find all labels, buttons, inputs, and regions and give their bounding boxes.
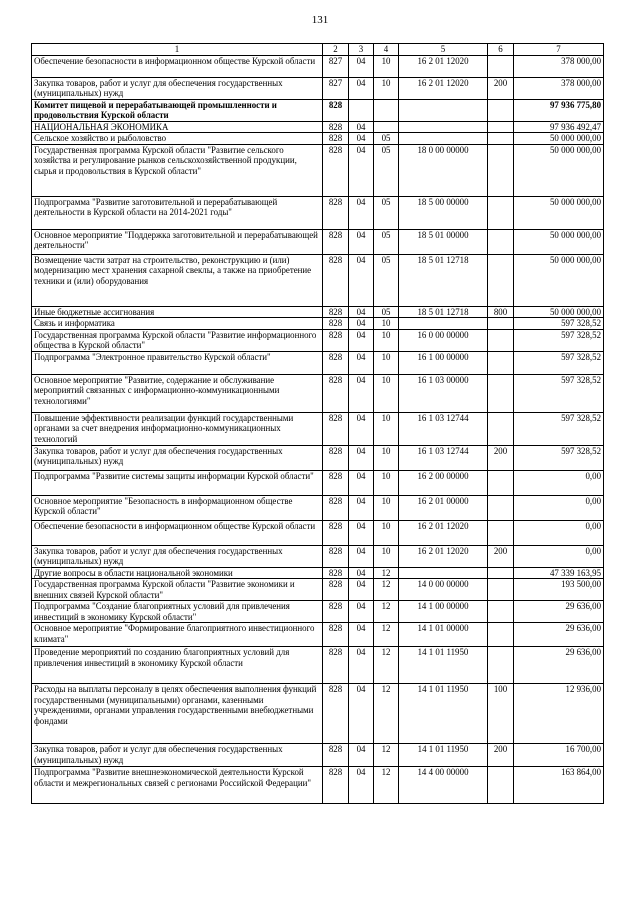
row-sum-cell: 597 328,52 [514,412,604,445]
table-row [32,144,604,196]
row-ved-cell: 828 [323,121,349,133]
row-vr-cell [488,647,514,684]
row-pr-cell: 05 [374,144,399,196]
row-pr-cell: 10 [374,351,399,374]
row-ved-cell: 828 [323,545,349,567]
row-csr-cell: 16 2 01 12020 [399,545,488,567]
row-vr-cell [488,351,514,374]
row-vr-cell: 200 [488,744,514,767]
row-pr-cell: 05 [374,196,399,229]
row-pr-cell: 12 [374,623,399,647]
row-pr-cell: 10 [374,520,399,545]
row-sum-cell: 16 700,00 [514,744,604,767]
row-ved-cell: 828 [323,647,349,684]
row-name-cell: Обеспечение безопасности в информационном обществе Курской области [32,55,323,77]
table-row [32,445,604,470]
row-pr-cell: 10 [374,374,399,412]
row-csr-cell: 14 0 00 00000 [399,579,488,601]
row-vr-cell [488,121,514,133]
header-cell: 4 [374,44,399,56]
row-rz-cell: 04 [349,601,374,623]
row-pr-cell: 12 [374,684,399,744]
row-rz-cell: 04 [349,144,374,196]
row-vr-cell [488,579,514,601]
row-rz-cell: 04 [349,196,374,229]
row-pr-cell: 12 [374,744,399,767]
row-rz-cell [349,99,374,121]
row-ved-cell: 828 [323,623,349,647]
row-name-cell: Сельское хозяйство и рыболовство [32,133,323,145]
row-csr-cell: 16 2 01 00000 [399,495,488,520]
row-csr-cell: 16 2 00 00000 [399,470,488,495]
table-row [32,229,604,254]
row-sum-cell: 0,00 [514,545,604,567]
row-sum-cell: 50 000 000,00 [514,254,604,306]
row-vr-cell: 200 [488,545,514,567]
row-sum-cell: 97 936 775,80 [514,99,604,121]
row-name-cell: Комитет пищевой и перерабатывающей промышленности и продовольствия Курской области [32,99,323,121]
row-rz-cell: 04 [349,229,374,254]
row-ved-cell: 828 [323,229,349,254]
row-vr-cell: 200 [488,445,514,470]
row-vr-cell [488,55,514,77]
header-cell: 7 [514,44,604,56]
row-pr-cell: 10 [374,329,399,351]
row-name-cell: Государственная программа Курской области "Развитие сельского хозяйства и регулирование рынков сельскохозяйственной продукции, сырья и продовольствия в Курской области" [32,144,323,196]
table-row [32,99,604,121]
row-rz-cell: 04 [349,623,374,647]
row-vr-cell [488,601,514,623]
row-vr-cell [488,144,514,196]
table-row [32,133,604,145]
row-csr-cell: 16 0 00 00000 [399,329,488,351]
table-row [32,647,604,684]
row-csr-cell: 16 1 03 00000 [399,374,488,412]
row-sum-cell: 378 000,00 [514,77,604,99]
row-vr-cell: 800 [488,306,514,318]
row-sum-cell: 597 328,52 [514,329,604,351]
table-row [32,412,604,445]
header-cell: 1 [32,44,323,56]
row-sum-cell: 0,00 [514,495,604,520]
row-name-cell: Основное мероприятие "Поддержка заготовительной и перерабатывающей деятельности" [32,229,323,254]
row-rz-cell: 04 [349,133,374,145]
row-rz-cell: 04 [349,55,374,77]
row-pr-cell [374,99,399,121]
row-rz-cell: 04 [349,684,374,744]
table-row [32,374,604,412]
page-number: 131 [311,14,329,26]
row-vr-cell [488,254,514,306]
header-cell: 2 [323,44,349,56]
row-pr-cell: 05 [374,133,399,145]
row-ved-cell: 828 [323,579,349,601]
row-csr-cell: 18 5 01 12718 [399,306,488,318]
row-vr-cell [488,767,514,804]
row-pr-cell: 05 [374,306,399,318]
row-csr-cell: 18 5 00 00000 [399,196,488,229]
row-rz-cell: 04 [349,767,374,804]
row-vr-cell [488,470,514,495]
row-rz-cell: 04 [349,744,374,767]
row-csr-cell: 14 4 00 00000 [399,767,488,804]
row-csr-cell: 14 1 01 11950 [399,744,488,767]
table-row [32,77,604,99]
row-vr-cell [488,329,514,351]
table-row [32,306,604,318]
row-ved-cell: 828 [323,374,349,412]
row-vr-cell: 100 [488,684,514,744]
row-vr-cell [488,495,514,520]
row-ved-cell: 827 [323,55,349,77]
row-sum-cell: 97 936 492,47 [514,121,604,133]
table-row [32,318,604,330]
row-pr-cell: 10 [374,445,399,470]
row-vr-cell [488,623,514,647]
table-row [32,55,604,77]
header-cell: 6 [488,44,514,56]
row-rz-cell: 04 [349,329,374,351]
row-ved-cell: 828 [323,684,349,744]
table-row [32,196,604,229]
row-vr-cell [488,374,514,412]
row-ved-cell: 828 [323,254,349,306]
row-sum-cell: 50 000 000,00 [514,306,604,318]
row-ved-cell: 828 [323,196,349,229]
table-header-row [32,44,604,56]
row-csr-cell: 14 1 01 11950 [399,647,488,684]
table-row [32,329,604,351]
row-sum-cell: 29 636,00 [514,601,604,623]
row-rz-cell: 04 [349,647,374,684]
row-ved-cell: 828 [323,495,349,520]
table-row [32,351,604,374]
row-name-cell: Расходы на выплаты персоналу в целях обеспечения выполнения функций государственными (муниципальными) органами, казенными учреждениями, органами управления государственными внебюджетными фондами [32,684,323,744]
row-vr-cell [488,99,514,121]
row-name-cell: Основное мероприятие "Развитие, содержание и обслуживание мероприятий связанных с информационно-коммуникационными технологиями" [32,374,323,412]
row-name-cell: Связь и информатика [32,318,323,330]
header-cell: 5 [399,44,488,56]
row-name-cell: Другие вопросы в области национальной экономики [32,567,323,579]
row-sum-cell: 50 000 000,00 [514,196,604,229]
row-pr-cell: 10 [374,545,399,567]
row-name-cell: Подпрограмма "Электронное правительство Курской области" [32,351,323,374]
row-sum-cell: 0,00 [514,520,604,545]
row-ved-cell: 828 [323,445,349,470]
row-name-cell: Повышение эффективности реализации функций государственными органами за счет внедрения информационно-коммуникационных технологий [32,412,323,445]
row-pr-cell: 12 [374,647,399,684]
row-name-cell: Проведение мероприятий по созданию благоприятных условий для привлечения инвестиций в экономику Курской области [32,647,323,684]
row-ved-cell: 828 [323,520,349,545]
table-row [32,121,604,133]
row-name-cell: Подпрограмма "Создание благоприятных условий для привлечения инвестиций в экономику Курской области" [32,601,323,623]
row-name-cell: Основное мероприятие "Безопасность в информационном обществе Курской области" [32,495,323,520]
table-row [32,545,604,567]
row-rz-cell: 04 [349,545,374,567]
table-row [32,495,604,520]
row-sum-cell: 29 636,00 [514,647,604,684]
table-row [32,767,604,804]
row-csr-cell: 16 1 03 12744 [399,445,488,470]
row-ved-cell: 828 [323,318,349,330]
row-sum-cell: 47 339 163,95 [514,567,604,579]
row-pr-cell: 12 [374,567,399,579]
row-name-cell: Иные бюджетные ассигнования [32,306,323,318]
row-sum-cell: 50 000 000,00 [514,144,604,196]
row-csr-cell [399,567,488,579]
row-pr-cell: 10 [374,55,399,77]
row-vr-cell: 200 [488,77,514,99]
row-csr-cell [399,121,488,133]
table-row [32,744,604,767]
row-csr-cell: 18 5 01 12718 [399,254,488,306]
row-pr-cell: 05 [374,254,399,306]
row-rz-cell: 04 [349,374,374,412]
row-pr-cell: 12 [374,579,399,601]
row-name-cell: Подпрограмма "Развитие внешнеэкономической деятельности Курской области и межрегиональных связей с регионами Российской Федерации" [32,767,323,804]
row-pr-cell [374,121,399,133]
row-pr-cell: 10 [374,495,399,520]
table-row [32,684,604,744]
row-name-cell: Возмещение части затрат на строительство, реконструкцию и (или) модернизацию мест хранения сахарной свеклы, а также на приобретение техники и (или) оборудования [32,254,323,306]
row-rz-cell: 04 [349,121,374,133]
row-csr-cell: 14 1 00 00000 [399,601,488,623]
row-rz-cell: 04 [349,318,374,330]
header-cell: 3 [349,44,374,56]
row-csr-cell: 16 2 01 12020 [399,77,488,99]
row-sum-cell: 12 936,00 [514,684,604,744]
row-sum-cell: 163 864,00 [514,767,604,804]
row-csr-cell: 14 1 01 11950 [399,684,488,744]
row-name-cell: НАЦИОНАЛЬНАЯ ЭКОНОМИКА [32,121,323,133]
row-ved-cell: 828 [323,601,349,623]
row-pr-cell: 05 [374,229,399,254]
row-ved-cell: 828 [323,567,349,579]
row-rz-cell: 04 [349,351,374,374]
row-name-cell: Подпрограмма "Развитие заготовительной и перерабатывающей деятельности в Курской области на 2014-2021 годы" [32,196,323,229]
row-pr-cell: 12 [374,767,399,804]
row-rz-cell: 04 [349,412,374,445]
row-csr-cell: 16 2 01 12020 [399,520,488,545]
row-pr-cell: 10 [374,77,399,99]
row-ved-cell: 828 [323,329,349,351]
row-csr-cell: 16 1 00 00000 [399,351,488,374]
row-vr-cell [488,133,514,145]
row-ved-cell: 827 [323,77,349,99]
row-pr-cell: 10 [374,412,399,445]
row-csr-cell: 18 0 00 00000 [399,144,488,196]
row-vr-cell [488,229,514,254]
table-row [32,520,604,545]
table-row [32,623,604,647]
row-ved-cell: 828 [323,99,349,121]
row-sum-cell: 50 000 000,00 [514,133,604,145]
row-rz-cell: 04 [349,579,374,601]
row-name-cell: Закупка товаров, работ и услуг для обеспечения государственных (муниципальных) нужд [32,445,323,470]
row-name-cell: Обеспечение безопасности в информационном обществе Курской области [32,520,323,545]
row-csr-cell [399,318,488,330]
row-vr-cell [488,318,514,330]
row-ved-cell: 828 [323,144,349,196]
row-csr-cell [399,99,488,121]
row-ved-cell: 828 [323,133,349,145]
row-sum-cell: 378 000,00 [514,55,604,77]
row-name-cell: Закупка товаров, работ и услуг для обеспечения государственных (муниципальных) нужд [32,744,323,767]
table-row [32,601,604,623]
row-name-cell: Закупка товаров, работ и услуг для обеспечения государственных (муниципальных) нужд [32,545,323,567]
row-pr-cell: 12 [374,601,399,623]
row-vr-cell [488,520,514,545]
row-rz-cell: 04 [349,520,374,545]
row-ved-cell: 828 [323,767,349,804]
row-name-cell: Подпрограмма "Развитие системы защиты информации Курской области" [32,470,323,495]
row-rz-cell: 04 [349,445,374,470]
row-name-cell: Закупка товаров, работ и услуг для обеспечения государственных (муниципальных) нужд [32,77,323,99]
table-row [32,470,604,495]
table-row [32,579,604,601]
row-rz-cell: 04 [349,77,374,99]
row-sum-cell: 29 636,00 [514,623,604,647]
row-ved-cell: 828 [323,351,349,374]
row-rz-cell: 04 [349,495,374,520]
budget-table [31,43,604,804]
row-ved-cell: 828 [323,744,349,767]
row-sum-cell: 597 328,52 [514,445,604,470]
row-pr-cell: 10 [374,318,399,330]
row-vr-cell [488,196,514,229]
table-row [32,254,604,306]
row-rz-cell: 04 [349,470,374,495]
row-vr-cell [488,412,514,445]
row-csr-cell: 16 1 03 12744 [399,412,488,445]
row-sum-cell: 0,00 [514,470,604,495]
row-sum-cell: 597 328,52 [514,374,604,412]
row-csr-cell [399,133,488,145]
row-rz-cell: 04 [349,306,374,318]
row-vr-cell [488,567,514,579]
row-rz-cell: 04 [349,567,374,579]
row-sum-cell: 597 328,52 [514,351,604,374]
row-csr-cell: 16 2 01 12020 [399,55,488,77]
row-name-cell: Основное мероприятие "Формирование благоприятного инвестиционного климата" [32,623,323,647]
row-sum-cell: 597 328,52 [514,318,604,330]
row-sum-cell: 50 000 000,00 [514,229,604,254]
row-csr-cell: 14 1 01 00000 [399,623,488,647]
row-csr-cell: 18 5 01 00000 [399,229,488,254]
row-rz-cell: 04 [349,254,374,306]
row-name-cell: Государственная программа Курской области "Развитие экономики и внешних связей Курской области" [32,579,323,601]
table-row [32,567,604,579]
row-pr-cell: 10 [374,470,399,495]
row-ved-cell: 828 [323,412,349,445]
row-ved-cell: 828 [323,306,349,318]
row-ved-cell: 828 [323,470,349,495]
row-sum-cell: 193 500,00 [514,579,604,601]
row-name-cell: Государственная программа Курской области "Развитие информационного общества в Курской области" [32,329,323,351]
